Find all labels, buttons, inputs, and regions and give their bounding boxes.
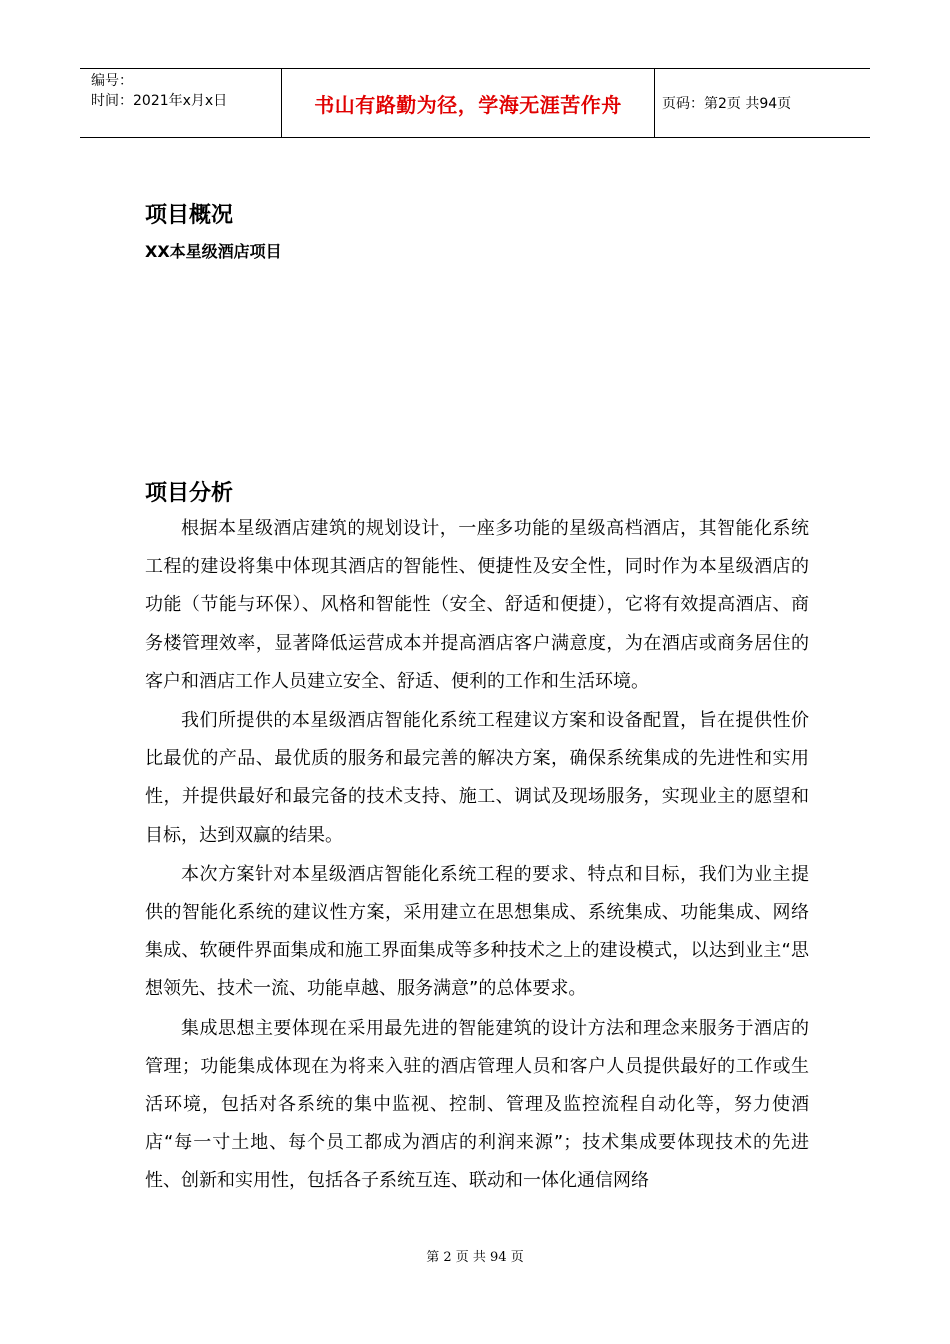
header-page-info: 页码：第2页 共94页 — [662, 96, 792, 112]
header-meta-cell — [80, 69, 281, 137]
number-label: 编号： — [91, 73, 133, 89]
date-label: 时间：2021年x月x日 — [91, 93, 228, 109]
page-header — [80, 68, 870, 138]
header-motto: 书山有路勤为径，学海无涯苦作舟 — [314, 92, 622, 117]
section-title-analysis: 项目分析 — [145, 481, 234, 506]
header-page-cell — [655, 69, 870, 137]
section-title-overview: 项目概况 — [145, 203, 234, 228]
project-name: XX本星级酒店项目 — [145, 242, 282, 261]
paragraph: 我们所提供的本星级酒店智能化系统工程建议方案和设备配置，旨在提供性价比最优的产品、最优质的服务和最完善的解决方案，确保系统集成的先进性和实用性，并提供最好和最完备的技术支持、施工、调试及现场服务，实现业主的愿望和目标，达到双赢的结果。 — [145, 710, 809, 846]
page-footer — [0, 1246, 950, 1265]
analysis-body — [145, 510, 809, 1202]
footer-page-number: 第 2 页 共 94 页 — [426, 1250, 524, 1265]
paragraph: 集成思想主要体现在采用最先进的智能建筑的设计方法和理念来服务于酒店的管理；功能集成体现在为将来入驻的酒店管理人员和客户人员提供最好的工作或生活环境，包括对各系统的集中监视、控制、管理及监控流程自动化等，努力使酒店“每一寸土地、每个员工都成为酒店的利润来源”；技术集成要体现技术的先进性、创新和实用性，包括各子系统互连、联动和一体化通信网络 — [145, 1017, 809, 1192]
paragraph: 本次方案针对本星级酒店智能化系统工程的要求、特点和目标，我们为业主提供的智能化系统的建议性方案，采用建立在思想集成、系统集成、功能集成、网络集成、软硬件界面集成和施工界面集成等多种技术之上的建设模式，以达到业主“思想领先、技术一流、功能卓越、服务满意”的总体要求。 — [145, 863, 809, 1000]
paragraph: 根据本星级酒店建筑的规划设计，一座多功能的星级高档酒店，其智能化系统工程的建设将集中体现其酒店的智能性、便捷性及安全性，同时作为本星级酒店的功能（节能与环保）、风格和智能性（安全、舒适和便捷），它将有效提高酒店、商务楼管理效率，显著降低运营成本并提高酒店客户满意度，为在酒店或商务居住的客户和酒店工作人员建立安全、舒适、便利的工作和生活环境。 — [145, 518, 809, 692]
header-motto-cell — [281, 69, 655, 137]
